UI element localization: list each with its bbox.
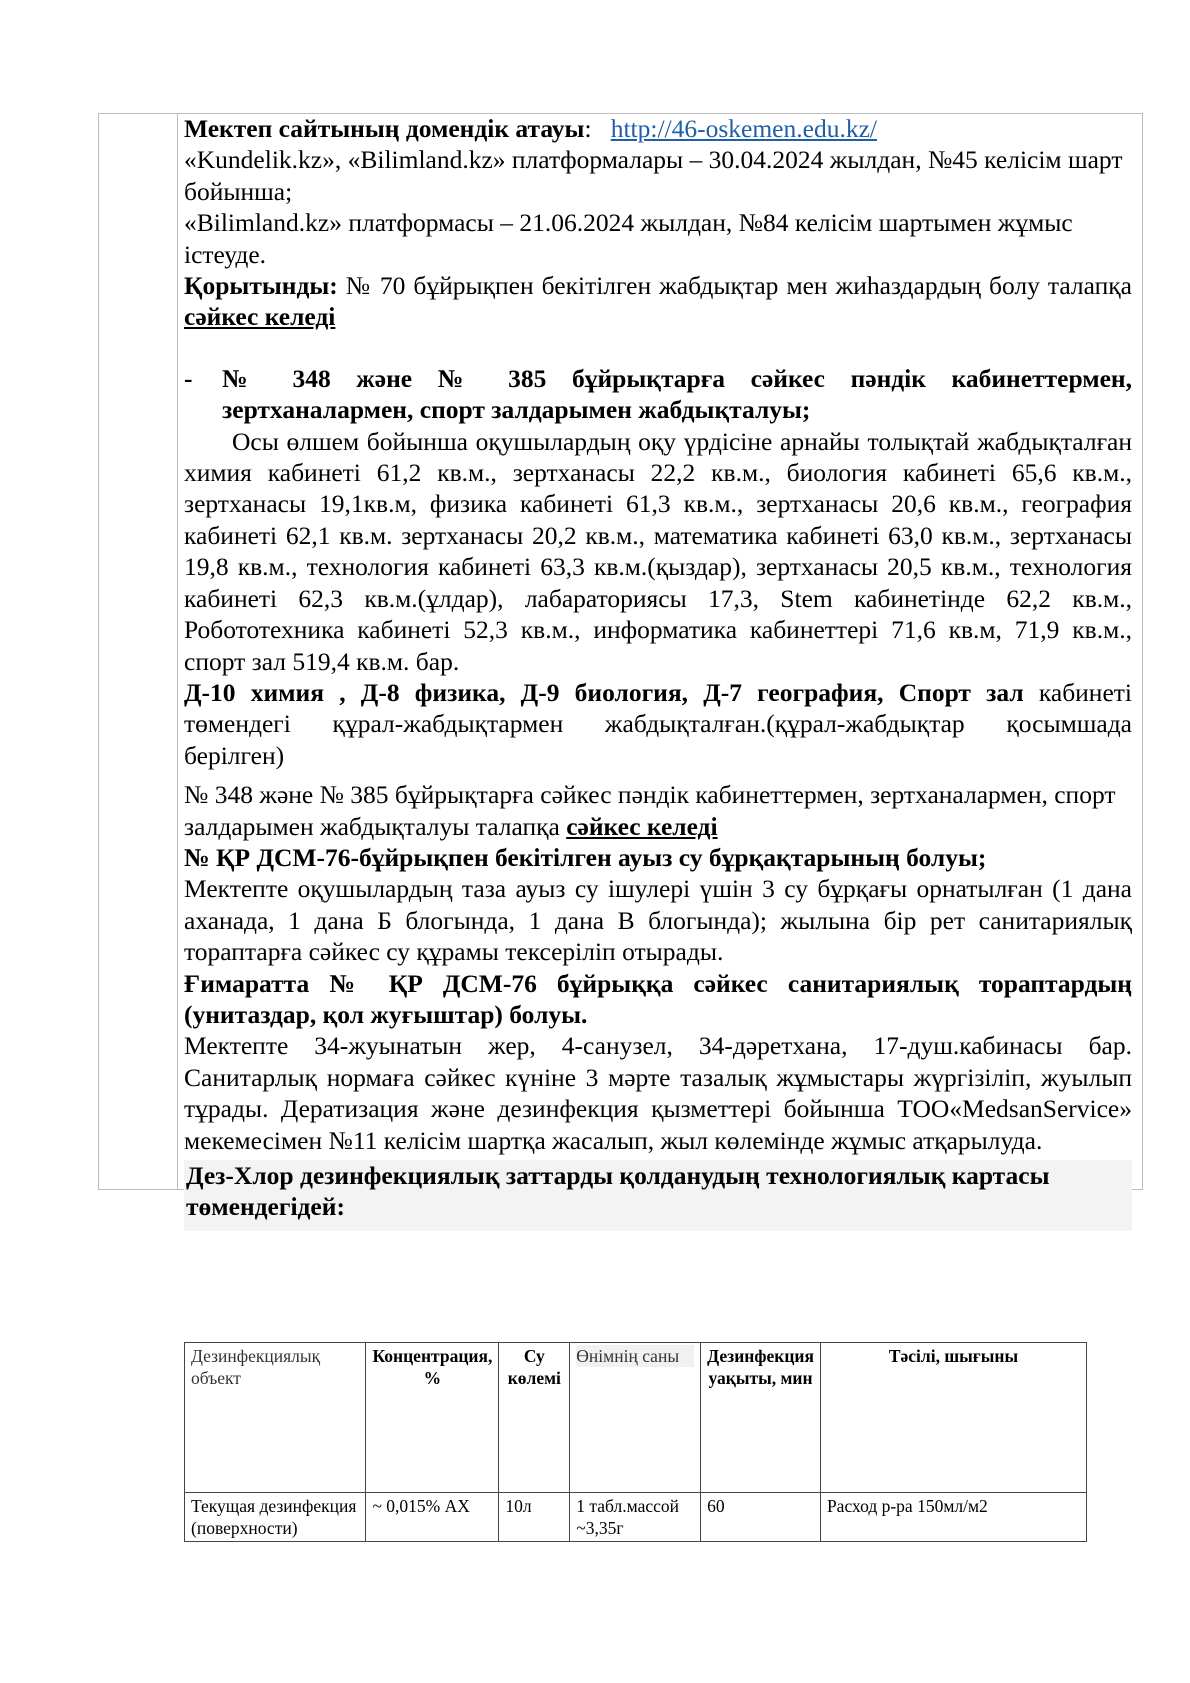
header-concentration: Концентрация, % [366, 1343, 499, 1493]
cabinets-paragraph: Осы өлшем бойынша оқушылардың оқу үрдісіне арнайы толықтай жабдықталған химия кабинеті 61,2 кв.м., зертханасы 22,2 кв.м., биология кабинеті 65,6 кв.м., зертханасы 19,1кв.м, физика кабинеті 61,3 кв.м., зертханасы 20,6 кв.м., география кабинеті 62,1 кв.м. зертханасы 20,2 кв.м., математика кабинеті 63,0 кв.м., зертханасы 19,8 кв.м., технология кабинеті 63,3 кв.м.(қыздар), зертханасы 20,5 кв.м., технология кабинеті 62,3 кв.м.(ұлдар), лабараториясы 17,3, Stem кабинетінде 62,2 кв.м., Робототехника кабинеті 52,3 кв.м., информатика кабинеттері 71,6 кв.м, 71,9 кв.м., спорт зал 519,4 кв.м. бар. [184, 426, 1132, 676]
domain-line: Мектеп сайтының домендік атауы: http://46-oskemen.edu.kz/ [184, 114, 877, 143]
header-object: Дезинфекциялық объект [185, 1343, 366, 1493]
column-divider [177, 113, 178, 1190]
verdict-text: сәйкес келеді [566, 811, 718, 841]
table-row: Текущая дезинфекция (поверхности) ~ 0,015% АХ 10л 1 табл.массой ~3,35г 60 Расход р-ра 150мл/м2 [185, 1493, 1087, 1542]
verdict-text: сәйкес келеді [184, 302, 336, 332]
header-water-volume: Су көлемі [499, 1343, 570, 1493]
fountains-paragraph: Мектепте оқушылардың таза ауыз су ішулері үшін 3 су бұрқағы орнатылған (1 дана аханада, 1 дана Б блогында, 1 дана В блогында); жылына бір рет санитариялық тораптарға сәйкес су құрамы тексеріліп отырады. [184, 874, 1132, 967]
domain-label: Мектеп сайтының домендік атауы [184, 114, 585, 143]
section-heading-fountains: № ҚР ДСМ-76-бұйрықпен бекітілген ауыз су бұрқақтарының болуы; [184, 842, 987, 872]
conclusion-paragraph-1: Қорытынды: № 70 бұйрықпен бекітілген жабдықтар мен жиһаздардың болу талапқа сәйкес келеді [184, 271, 1132, 332]
document-body [184, 113, 1132, 1231]
rooms-paragraph: Д-10 химия , Д-8 физика, Д-9 биология, Д-7 география, Спорт зал кабинеті төмендегі құрал-жабдықтармен жабдықталған.(құрал-жабдықтар қосымшада берілген) [184, 677, 1133, 770]
bilimland-paragraph: «Bilimland.kz» платформасы – 21.06.2024 жылдан, №84 келісім шартымен жұмыс істеуде. [184, 208, 1073, 269]
conclusion-label: Қорытынды: [184, 271, 338, 301]
header-method: Тәсілі, шығыны [820, 1343, 1086, 1493]
section-heading-cabinets: - № 348 және № 385 бұйрықтарға сәйкес пәндік кабинеттермен, зертханалармен, спорт залдарымен жабдықталуы; [184, 363, 1132, 425]
platforms-paragraph: «Kundelik.kz», «Bilimland.kz» платформалары – 30.04.2024 жылдан, №45 келісім шарт бойынша; [184, 145, 1123, 206]
school-site-link[interactable]: http://46-oskemen.edu.kz/ [610, 114, 877, 143]
header-product-count: Өнімнің саны [570, 1343, 701, 1493]
disinfection-table [184, 1342, 1087, 1542]
table-header-row [185, 1343, 1087, 1493]
table-title: Дез-Хлор дезинфекциялық заттарды қолданудың технологиялық картасы төмендегідей: [184, 1160, 1132, 1231]
header-disinfection-time: Дезинфекция уақыты, мин [701, 1343, 821, 1493]
conclusion-paragraph-2: № 348 және № 385 бұйрықтарға сәйкес пәндік кабинеттермен, зертханалармен, спорт залдарымен жабдықталуы талапқа сәйкес келеді [184, 780, 1116, 841]
section-heading-sanitary: Ғимаратта № ҚР ДСМ-76 бұйрыққа сәйкес санитариялық тораптардың (унитаздар, қол жуғыштар) болуы. [184, 968, 1132, 1029]
sanitary-paragraph: Мектепте 34-жуынатын жер, 4-санузел, 34-дәретхана, 17-душ.кабинасы бар. Санитарлық нормаға сәйкес күніне 3 мәрте тазалық жұмыстары жүргізіліп, жуылып тұрады. Дератизация және дезинфекция қызметтері бойынша ТОО«MedsanService» мекемесімен №11 келісім шартқа жасалып, жыл көлемінде жұмыс атқарылуда. [184, 1031, 1132, 1155]
